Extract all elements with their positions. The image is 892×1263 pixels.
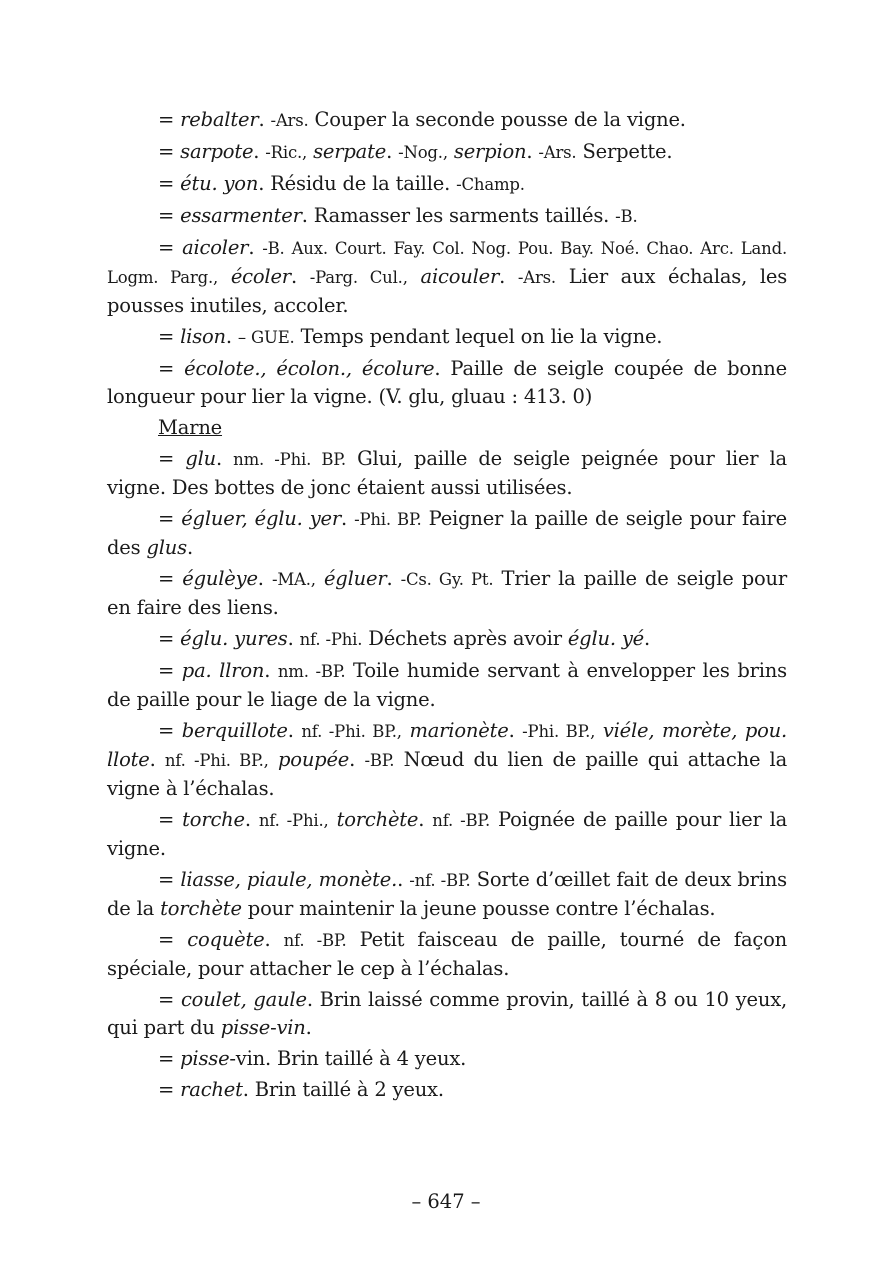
entry-text: . xyxy=(397,868,410,891)
headword: aicoler xyxy=(182,236,249,259)
source-abbreviation: -nf. -BP. xyxy=(409,871,471,890)
entry-text: Sorte d’œillet fait de deux brins de la xyxy=(107,868,787,920)
headword: églu. yures xyxy=(180,627,288,650)
entry-text: Nœud du lien de paille qui attache la vigne à l’échalas. xyxy=(107,748,788,800)
source-abbreviation: nm. -BP. xyxy=(277,662,346,681)
entry-text: Trier la paille de seigle pour en faire des liens. xyxy=(107,567,788,619)
headword: marionète xyxy=(409,719,509,742)
entry-text: . xyxy=(305,1016,312,1039)
dictionary-entry xyxy=(107,323,787,352)
entry-text: . xyxy=(287,719,302,742)
entry-text: = xyxy=(158,140,181,163)
source-abbreviation: nf. -Phi., xyxy=(258,811,329,830)
entry-text: Serpette. xyxy=(576,140,673,163)
entry-text: = xyxy=(158,719,182,742)
headword: églu. yé xyxy=(567,627,645,650)
entry-text: = xyxy=(158,928,188,951)
entry-text: . Ramasser les sarments taillés. xyxy=(301,204,616,227)
entry-text: = xyxy=(158,627,181,650)
dictionary-entry xyxy=(107,806,787,863)
entry-text: Couper la seconde pousse de la vigne. xyxy=(308,108,686,131)
source-abbreviation: -Cs. Gy. Pt. xyxy=(400,570,494,589)
headword: poupée xyxy=(278,748,350,771)
source-abbreviation: -Phi. BP. xyxy=(354,510,422,529)
entry-text: . xyxy=(386,567,401,590)
headword: aicouler xyxy=(420,265,500,288)
entry-text: = xyxy=(158,108,181,131)
entry-text: Poignée de paille pour lier la vigne. xyxy=(107,808,788,860)
entry-text: = xyxy=(158,988,181,1011)
entry-text: . xyxy=(264,928,284,951)
section-heading xyxy=(107,414,787,442)
entry-text: . Résidu de la taille. xyxy=(258,172,457,195)
source-abbreviation: nf. -Phi. BP., xyxy=(164,751,269,770)
source-abbreviation: nf. -Phi. xyxy=(299,630,363,649)
dictionary-entry xyxy=(107,170,787,199)
source-abbreviation: nf. -BP. xyxy=(432,811,490,830)
entry-text: . Brin taillé à 2 yeux. xyxy=(242,1078,444,1101)
dictionary-entry xyxy=(107,1076,787,1104)
source-abbreviation: -Parg. Cul., xyxy=(309,268,408,287)
dictionary-text xyxy=(107,106,787,1107)
dictionary-entry xyxy=(107,505,787,562)
entry-text: . xyxy=(290,265,310,288)
source-abbreviation: -Ars. xyxy=(517,268,556,287)
dictionary-entry xyxy=(107,445,787,502)
headword: glu xyxy=(185,447,216,470)
entry-text: Temps pendant lequel on lie la vigne. xyxy=(294,325,663,348)
entry-text: = xyxy=(158,567,183,590)
source-abbreviation: -Champ. xyxy=(456,175,525,194)
headword: écoler xyxy=(230,265,291,288)
entry-text: = xyxy=(158,447,186,470)
entry-text: -vin. Brin taillé à 4 yeux. xyxy=(229,1047,467,1070)
headword: rachet xyxy=(180,1078,243,1101)
entry-text: . xyxy=(248,236,263,259)
headword: sarpote xyxy=(180,140,254,163)
headword: vin xyxy=(276,1016,306,1039)
dictionary-entry xyxy=(107,234,787,320)
headword: serpate xyxy=(313,140,387,163)
region-label: Marne xyxy=(158,416,223,439)
entry-text: = xyxy=(158,808,183,831)
entry-text: . xyxy=(244,808,259,831)
entry-text: . xyxy=(258,108,271,131)
headword: pisse xyxy=(180,1047,230,1070)
source-abbreviation: -MA., xyxy=(271,570,316,589)
entry-text: . xyxy=(341,507,355,530)
dictionary-entry xyxy=(107,1045,787,1073)
headword: pisse xyxy=(220,1016,271,1039)
dictionary-entry xyxy=(107,717,787,803)
dictionary-entry xyxy=(107,106,787,135)
entry-text: . xyxy=(499,265,518,288)
entry-text xyxy=(269,748,278,771)
headword: coquète xyxy=(187,928,265,951)
entry-text: . Brin laissé comme provin, taillé à 8 ou 10 yeux, qui part du xyxy=(107,988,787,1039)
source-abbreviation: -Ars. xyxy=(538,143,577,162)
entry-text: = xyxy=(158,868,181,891)
headword: étu. yon xyxy=(180,172,259,195)
dictionary-entry xyxy=(107,657,787,714)
entry-text: . Paille de seigle coupée de bonne longueur pour lier la vigne. (V. glu, gluau : 413. 0) xyxy=(107,357,788,408)
dictionary-entry xyxy=(107,986,787,1042)
entry-text: . xyxy=(644,627,651,650)
entry-text: = xyxy=(158,204,181,227)
headword: glus xyxy=(146,536,187,559)
headword: torchète xyxy=(160,897,242,920)
entry-text: = xyxy=(158,172,181,195)
dictionary-entry xyxy=(107,625,787,654)
entry-text: . xyxy=(216,447,234,470)
entry-text: = xyxy=(158,1078,181,1101)
headword: égluer xyxy=(323,567,387,590)
entry-text: = xyxy=(158,357,185,380)
entry-text: - xyxy=(270,1016,277,1039)
source-abbreviation: -Ric., xyxy=(265,143,308,162)
entry-text: . xyxy=(149,748,165,771)
dictionary-entry xyxy=(107,866,787,923)
headword: écolote., écolon., écolure xyxy=(184,357,435,380)
entry-text: . xyxy=(186,536,193,559)
entry-text: . xyxy=(225,325,238,348)
entry-text: Glui, paille de seigle peignée pour lier la vigne. Des bottes de jonc étaient aussi utilisées. xyxy=(107,447,787,499)
entry-text: Lier aux échalas, les pousses inutiles, accoler. xyxy=(107,265,788,317)
entry-text: . xyxy=(287,627,300,650)
source-abbreviation: -B. Aux. Court. Fay. Col. Nog. Pou. Bay. Noé. Chao. Arc. Land. Logm. Parg., xyxy=(107,239,788,287)
entry-text xyxy=(408,265,421,288)
entry-text: = xyxy=(158,1047,181,1070)
source-abbreviation: nf. -Phi. BP., xyxy=(301,722,402,741)
entry-text xyxy=(218,265,231,288)
entry-text xyxy=(316,567,324,590)
headword: égluer, églu. yer xyxy=(181,507,342,530)
entry-text: . xyxy=(386,140,399,163)
entry-text xyxy=(595,719,603,742)
dictionary-entry xyxy=(107,138,787,167)
entry-text: . xyxy=(264,659,278,682)
headword: torche xyxy=(182,808,245,831)
entry-text: . xyxy=(526,140,539,163)
headword: égulèye xyxy=(182,567,258,590)
entry-text: . xyxy=(508,719,523,742)
source-abbreviation: -Phi. BP., xyxy=(522,722,596,741)
source-abbreviation: -BP. xyxy=(364,751,395,770)
entry-text: . xyxy=(418,808,433,831)
headword: viéle, morète, pou. llote xyxy=(107,719,788,771)
headword: liasse, piaule, monète. xyxy=(180,868,398,891)
source-abbreviation: nf. -BP. xyxy=(283,931,347,950)
entry-text: = xyxy=(158,236,183,259)
dictionary-entry xyxy=(107,202,787,231)
entry-text xyxy=(329,808,337,831)
entry-text: . xyxy=(253,140,266,163)
source-abbreviation: – GUE. xyxy=(237,328,295,347)
entry-text: Petit faisceau de paille, tourné de façon spéciale, pour attacher le cep à l’échalas. xyxy=(107,928,788,980)
page-number: – 647 – xyxy=(411,1190,481,1213)
entry-text: . xyxy=(349,748,365,771)
entry-text: = xyxy=(158,507,182,530)
entry-text: Déchets après avoir xyxy=(362,627,568,650)
entry-text: = xyxy=(158,659,182,682)
dictionary-entry xyxy=(107,355,787,411)
headword: essarmenter xyxy=(180,204,302,227)
source-abbreviation: -B. xyxy=(615,207,638,226)
entry-text: = xyxy=(158,325,181,348)
entry-text: Toile humide servant à envelopper les brins de paille pour le liage de la vigne. xyxy=(107,659,787,711)
headword: serpion xyxy=(453,140,527,163)
dictionary-entry xyxy=(107,926,787,983)
entry-text: . xyxy=(257,567,272,590)
headword: rebalter xyxy=(180,108,259,131)
source-abbreviation: nm. -Phi. BP. xyxy=(233,450,346,469)
entry-text: pour maintenir la jeune pousse contre l’échalas. xyxy=(241,897,716,920)
dictionary-entry xyxy=(107,565,787,622)
headword: torchète xyxy=(336,808,419,831)
headword: lison xyxy=(180,325,226,348)
headword: pa. llron xyxy=(181,659,265,682)
entry-text: Peigner la paille de seigle pour faire des xyxy=(107,507,787,559)
source-abbreviation: -Nog., xyxy=(398,143,448,162)
headword: berquillote xyxy=(181,719,288,742)
source-abbreviation: -Ars. xyxy=(270,111,309,130)
headword: coulet, gaule xyxy=(180,988,307,1011)
